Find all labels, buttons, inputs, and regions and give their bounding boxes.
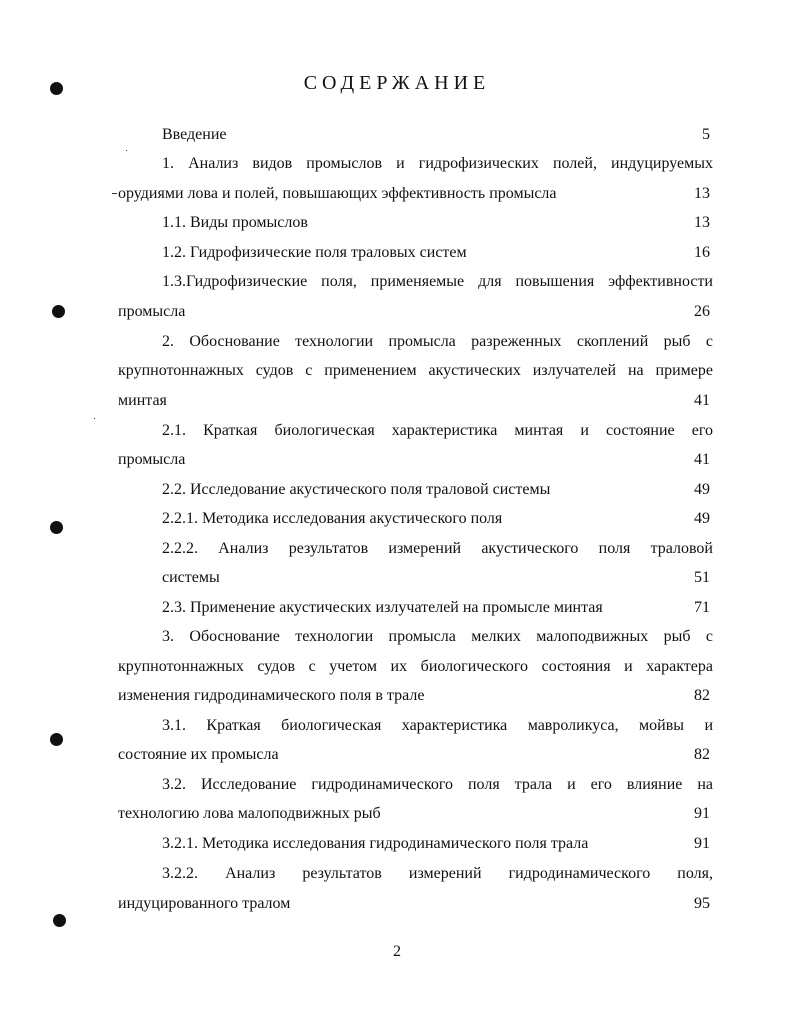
toc-page-number: 71	[694, 599, 710, 616]
toc-entry-chapter-3-cont[interactable]: крупнотоннажных судов с учетом их биологического состояния и характера	[118, 658, 713, 675]
toc-page-number: 41	[694, 392, 710, 409]
page-number: 2	[393, 943, 401, 960]
toc-page-number: 82	[694, 687, 710, 704]
toc-entry-3-2[interactable]: 3.2. Исследование гидродинамического поля трала и его влияние на	[162, 776, 713, 793]
toc-entry-3-2-2[interactable]: 3.2.2. Анализ результатов измерений гидродинамического поля,	[162, 865, 713, 882]
binder-hole-mark	[50, 82, 63, 95]
binder-hole-mark	[50, 521, 63, 534]
toc-page-number: 91	[694, 805, 710, 822]
binder-hole-mark	[52, 305, 65, 318]
binder-hole-mark	[53, 914, 66, 927]
toc-entry-2-3[interactable]: 2.3. Применение акустических излучателей на промысле минтая	[162, 599, 603, 616]
toc-entry-2-2-2-cont[interactable]: системы	[162, 569, 220, 586]
toc-entry-2-1[interactable]: 2.1. Краткая биологическая характеристика минтая и состояние его	[162, 422, 713, 439]
toc-page-number: 41	[694, 451, 710, 468]
toc-page-number: 49	[694, 510, 710, 527]
toc-page-number: 49	[694, 481, 710, 498]
toc-entry-chapter-3[interactable]: 3. Обоснование технологии промысла мелких малоподвижных рыб с	[162, 628, 713, 645]
toc-page-number: 16	[694, 244, 710, 261]
toc-page-number: 95	[694, 895, 710, 912]
toc-entry-intro[interactable]: Введение	[162, 126, 227, 143]
binder-hole-mark	[50, 733, 63, 746]
toc-entry-3-2-1[interactable]: 3.2.1. Методика исследования гидродинамического поля трала	[162, 835, 589, 852]
toc-entry-1-3-cont[interactable]: промысла	[118, 303, 186, 320]
toc-page-number: 5	[702, 126, 710, 143]
toc-entry-chapter-2-cont[interactable]: минтая	[118, 392, 167, 409]
toc-entry-3-1[interactable]: 3.1. Краткая биологическая характеристика мавроликуса, мойвы и	[162, 717, 713, 734]
toc-page-number: 13	[694, 214, 710, 231]
toc-entry-chapter-2[interactable]: 2. Обоснование технологии промысла разреженных скоплений рыб с	[162, 333, 713, 350]
toc-page-number: 51	[694, 569, 710, 586]
scan-speck	[112, 193, 117, 194]
toc-page-number: 91	[694, 835, 710, 852]
toc-entry-1-2[interactable]: 1.2. Гидрофизические поля траловых систем	[162, 244, 467, 261]
toc-entry-3-2-cont[interactable]: технологию лова малоподвижных рыб	[118, 805, 381, 822]
toc-entry-2-2-1[interactable]: 2.2.1. Методика исследования акустического поля	[162, 510, 503, 527]
toc-entry-3-1-cont[interactable]: состояние их промысла	[118, 746, 279, 763]
toc-page-number: 13	[694, 185, 710, 202]
toc-entry-1-3[interactable]: 1.3.Гидрофизические поля, применяемые для повышения эффективности	[162, 273, 713, 290]
scan-speck	[126, 150, 127, 151]
toc-entry-chapter-2-cont[interactable]: крупнотоннажных судов с применением акустических излучателей на примере	[118, 362, 713, 379]
page-title: СОДЕРЖАНИЕ	[303, 72, 491, 94]
toc-entry-2-1-cont[interactable]: промысла	[118, 451, 186, 468]
toc-entry-3-2-2-cont[interactable]: индуцированного тралом	[118, 895, 291, 912]
scan-speck	[94, 418, 95, 419]
toc-entry-1-1[interactable]: 1.1. Виды промыслов	[162, 214, 308, 231]
toc-entry-2-2[interactable]: 2.2. Исследование акустического поля траловой системы	[162, 481, 551, 498]
toc-page-number: 82	[694, 746, 710, 763]
toc-entry-2-2-2[interactable]: 2.2.2. Анализ результатов измерений акустического поля траловой	[162, 540, 713, 557]
toc-entry-chapter-3-cont[interactable]: изменения гидродинамического поля в трале	[118, 687, 425, 704]
toc-entry-chapter-1[interactable]: 1. Анализ видов промыслов и гидрофизических полей, индуцируемых	[162, 155, 713, 172]
toc-entry-chapter-1-cont[interactable]: орудиями лова и полей, повышающих эффективность промысла	[118, 185, 557, 202]
toc-page-number: 26	[694, 303, 710, 320]
